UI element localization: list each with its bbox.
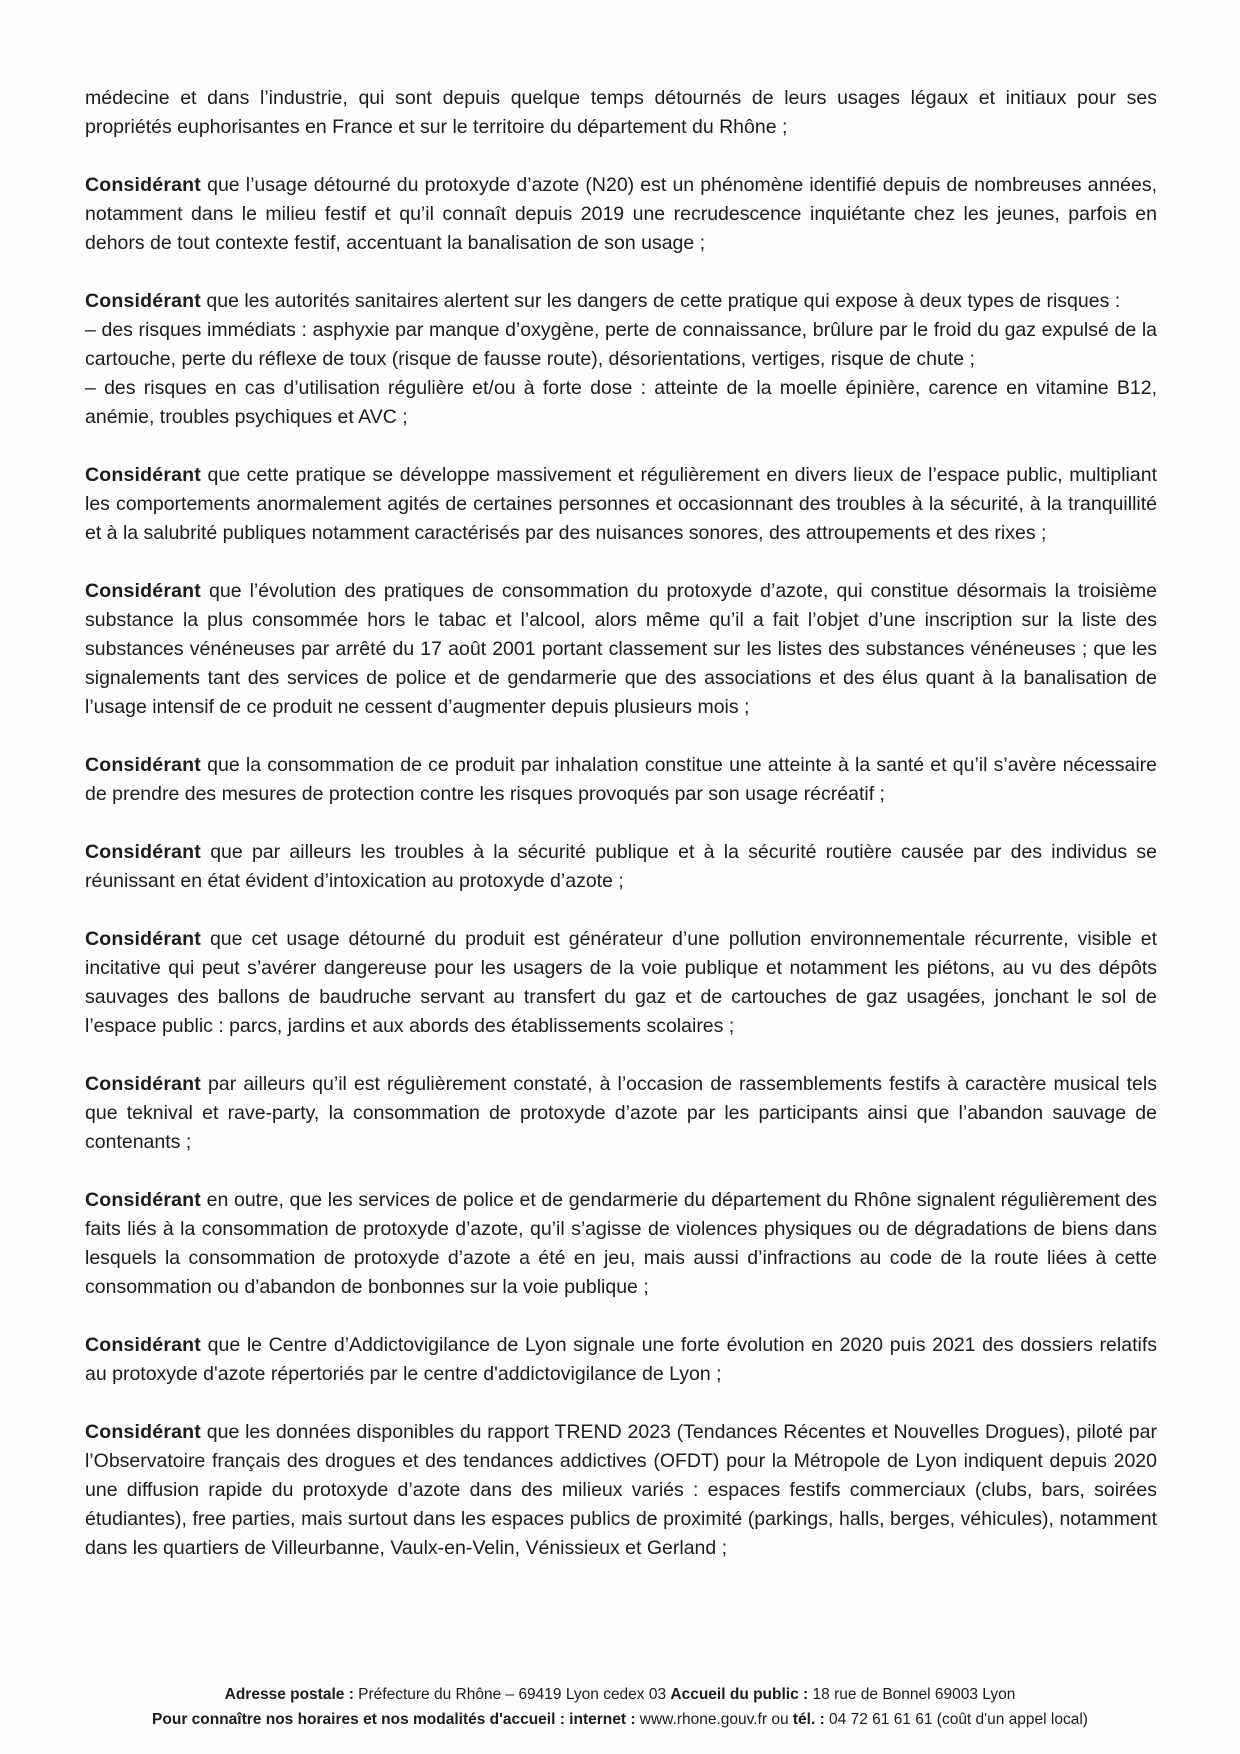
considerant-paragraph: Considérant que la consommation de ce produit par inhalation constitue une atteinte à la santé et qu’il s’avère nécessaire de prendre des mesures de protection contre les risques provoqués par son usage récréatif ;: [85, 754, 1157, 805]
footer-label: Adresse postale :: [224, 1686, 359, 1703]
considerant-paragraph: Considérant en outre, que les services de police et de gendarmerie du département du Rhône signalent régulièrement des faits liés à la consommation de protoxyde d’azote, qu’il s’agisse de violences physiques ou de dégradations de biens dans lesquels la consommation de protoxyde d’azote a été en jeu, mais aussi d’infractions au code de la route liées à cette consommation ou d’abandon de bonbonnes sur la voie publique ;: [85, 1189, 1157, 1298]
considerant-paragraph: Considérant que le Centre d’Addictovigilance de Lyon signale une forte évolution en 2020 puis 2021 des dossiers relatifs au protoxyde d'azote répertoriés par le centre d'addictovigilance de Lyon ;: [85, 1334, 1157, 1385]
paragraph-lead-word: Considérant: [85, 464, 201, 486]
considerant-paragraph: Considérant que les autorités sanitaires alertent sur les dangers de cette pratique qui expose à deux types de risques :: [85, 290, 1121, 312]
footer-label: Accueil du public :: [670, 1686, 813, 1703]
considerant-paragraph: Considérant que cette pratique se développe massivement et régulièrement en divers lieux de l’espace public, multipliant les comportements anormalement agités de certaines personnes et occasionnant des troubles à la sécurité, à la tranquillité et à la salubrité publiques notamment caractérisés par des nuisances sonores, des attroupements et des rixes ;: [85, 464, 1157, 544]
paragraph-lead-word: Considérant: [85, 928, 201, 950]
paragraph-lead-word: Considérant: [85, 1073, 201, 1095]
footer-value: 18 rue de Bonnel 69003 Lyon: [812, 1686, 1016, 1703]
paragraph-lead-word: Considérant: [85, 841, 201, 863]
footer-contact-line: [0, 1707, 1240, 1732]
paragraph-lead-word: Considérant: [85, 580, 201, 602]
paragraph-lead-word: Considérant: [85, 754, 201, 776]
footer-address-line: [0, 1682, 1240, 1707]
risk-list-line: – des risques en cas d’utilisation régulière et/ou à forte dose : atteinte de la moelle épinière, carence en vitamine B12, anémie, troubles psychiques et AVC ;: [85, 377, 1157, 428]
paragraph-lead-word: Considérant: [85, 1189, 201, 1211]
considerant-paragraph: Considérant que l’usage détourné du protoxyde d’azote (N20) est un phénomène identifié depuis de nombreuses années, notamment dans le milieu festif et qu’il connaît depuis 2019 une recrudescence inquiétante chez les jeunes, parfois en dehors de tout contexte festif, accentuant la banalisation de son usage ;: [85, 174, 1157, 254]
footer-value: www.rhone.gouv.fr ou: [639, 1711, 793, 1728]
footer-label: Pour connaître nos horaires et nos modalités d'accueil : internet :: [152, 1711, 640, 1728]
page-footer: [0, 1682, 1240, 1732]
paragraph-lead-word: Considérant: [85, 290, 201, 312]
considerant-paragraph: Considérant que les données disponibles du rapport TREND 2023 (Tendances Récentes et Nouvelles Drogues), piloté par l’Observatoire français des drogues et des tendances addictives (OFDT) pour la Métropole de Lyon indiquent depuis 2020 une diffusion rapide du protoxyde d’azote dans des milieux variés : espaces festifs commerciaux (clubs, bars, soirées étudiantes), free parties, mais surtout dans les espaces publics de proximité (parkings, halls, berges, véhicules), notamment dans les quartiers de Villeurbanne, Vaulx-en-Velin, Vénissieux et Gerland ;: [85, 1421, 1157, 1559]
risk-list-line: – des risques immédiats : asphyxie par manque d’oxygène, perte de connaissance, brûlure par le froid du gaz expulsé de la cartouche, perte du réflexe de toux (risque de fausse route), désorientations, vertiges, risque de chute ;: [85, 319, 1157, 370]
paragraph-lead-word: Considérant: [85, 1334, 201, 1356]
considerant-paragraph: Considérant que par ailleurs les troubles à la sécurité publique et à la sécurité routière causée par des individus se réunissant en état évident d’intoxication au protoxyde d’azote ;: [85, 841, 1157, 892]
paragraph: médecine et dans l’industrie, qui sont depuis quelque temps détournés de leurs usages légaux et initiaux pour ses propriétés euphorisantes en France et sur le territoire du département du Rhône ;: [85, 87, 1157, 138]
footer-label: tél. :: [792, 1711, 830, 1728]
document-body: [85, 84, 1157, 1563]
footer-value: Préfecture du Rhône – 69419 Lyon cedex 03: [358, 1686, 671, 1703]
considerant-paragraph: Considérant que cet usage détourné du produit est générateur d’une pollution environnementale récurrente, visible et incitative qui peut s’avérer dangereuse pour les usagers de la voie publique et notamment les piétons, au vu des dépôts sauvages des ballons de baudruche servant au transfert du gaz et de cartouches de gaz usagées, jonchant le sol de l’espace public : parcs, jardins et aux abords des établissements scolaires ;: [85, 928, 1157, 1037]
paragraph-lead-word: Considérant: [85, 1421, 201, 1443]
footer-value: 04 72 61 61 61 (coût d'un appel local): [829, 1711, 1088, 1728]
considerant-paragraph: Considérant que l’évolution des pratiques de consommation du protoxyde d’azote, qui constitue désormais la troisième substance la plus consommée hors le tabac et l’alcool, alors même qu’il a fait l’objet d’une inscription sur la liste des substances vénéneuses par arrêté du 17 août 2001 portant classement sur les listes des substances vénéneuses ; que les signalements tant des services de police et de gendarmerie que des associations et des élus quant à la banalisation de l’usage intensif de ce produit ne cessent d’augmenter depuis plusieurs mois ;: [85, 580, 1157, 718]
paragraph-lead-word: Considérant: [85, 174, 201, 196]
considerant-paragraph: Considérant par ailleurs qu’il est régulièrement constaté, à l’occasion de rassemblements festifs à caractère musical tels que teknival et rave-party, la consommation de protoxyde d’azote par les participants ainsi que l’abandon sauvage de contenants ;: [85, 1073, 1157, 1153]
